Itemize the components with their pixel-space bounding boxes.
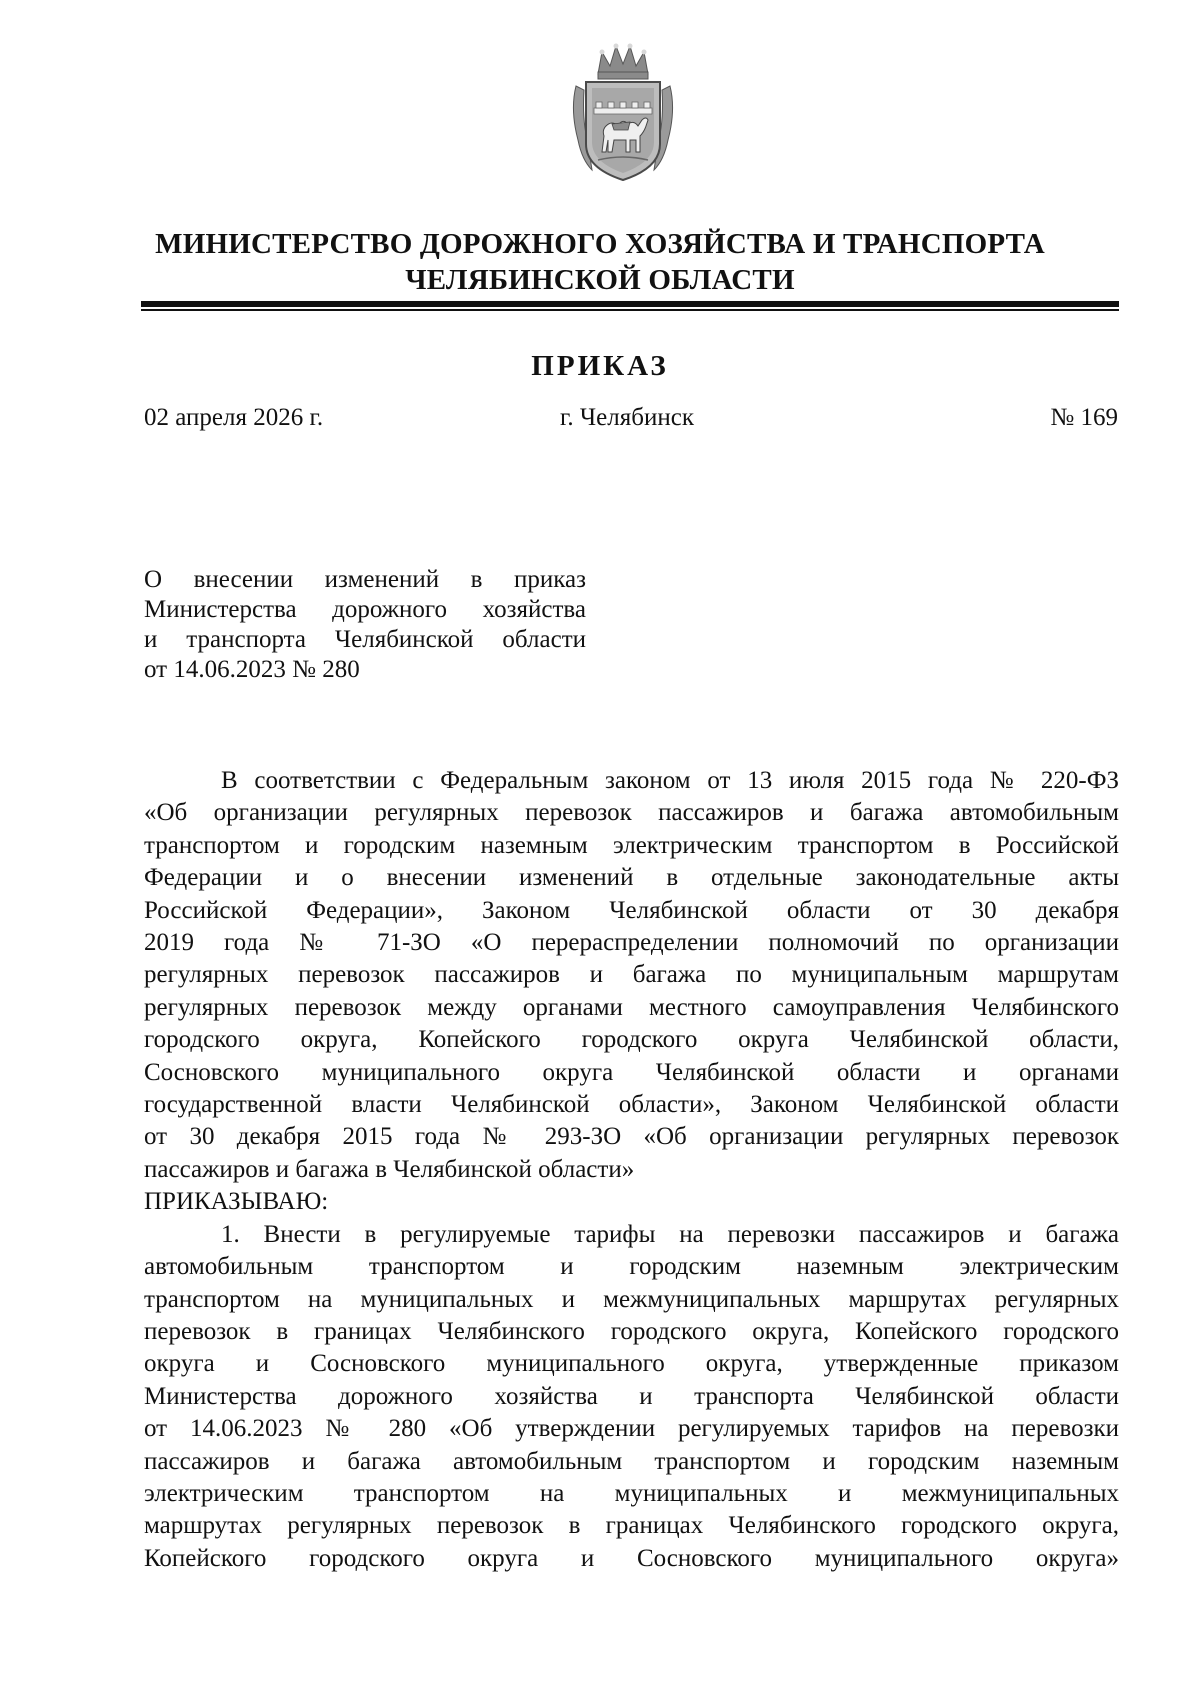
subject-line: от 14.06.2023 № 280 [144, 656, 360, 683]
subject-line: Министерства дорожного хозяйства [144, 596, 586, 623]
body-line: маршрутах регулярных перевозок в границах Челябинского городского округа, [144, 1512, 1119, 1540]
body-line: от 30 декабря 2015 года № 293-ЗО «Об организации регулярных перевозок [144, 1123, 1119, 1151]
order-number: № 169 [1050, 404, 1118, 431]
order-body [144, 765, 1119, 1575]
body-line: Российской Федерации», Законом Челябинской области от 30 декабря [144, 896, 1119, 924]
body-line: 1. Внести в регулируемые тарифы на перевозки пассажиров и багажа [221, 1220, 1119, 1248]
header-divider-thick [141, 301, 1119, 307]
subject-line: О внесении изменений в приказ [144, 566, 586, 593]
body-line: Министерства дорожного хозяйства и транспорта Челябинской области [144, 1382, 1119, 1410]
body-line: электрическим транспортом на муниципальных и межмуниципальных [144, 1479, 1119, 1507]
body-line: В соответствии с Федеральным законом от 13 июля 2015 года № 220-ФЗ [221, 767, 1119, 794]
ministry-name-line-1: МИНИСТЕРСТВО ДОРОЖНОГО ХОЗЯЙСТВА И ТРАНСПОРТА [155, 228, 1045, 260]
body-line: городского округа, Копейского городского округа Челябинской области, [144, 1026, 1119, 1054]
body-line: Сосновского муниципального округа Челябинской области и органами [144, 1058, 1119, 1086]
body-line: округа и Сосновского муниципального округа, утвержденные приказом [144, 1350, 1119, 1378]
body-line: автомобильным транспортом и городским наземным электрическим [144, 1253, 1119, 1281]
body-line: Копейского городского округа и Сосновского муниципального округа» [144, 1544, 1119, 1572]
order-subject [144, 565, 586, 685]
ministry-name-line-2: ЧЕЛЯБИНСКОЙ ОБЛАСТИ [405, 264, 795, 296]
order-city: г. Челябинск [560, 404, 694, 431]
header-divider-thin [141, 309, 1119, 311]
chelyabinsk-coat-of-arms-icon [568, 40, 678, 186]
body-line: транспортом на муниципальных и межмуниципальных маршрутах регулярных [144, 1285, 1119, 1313]
body-line: «Об организации регулярных перевозок пассажиров и багажа автомобильным [144, 799, 1119, 827]
subject-line: и транспорта Челябинской области [144, 626, 586, 653]
body-line: 2019 года № 71-ЗО «О перераспределении полномочий по организации [144, 929, 1119, 957]
body-line: транспортом и городским наземным электрическим транспортом в Российской [144, 831, 1119, 859]
body-line: перевозок в границах Челябинского городского округа, Копейского городского [144, 1317, 1119, 1345]
body-line: от 14.06.2023 № 280 «Об утверждении регулируемых тарифов на перевозки [144, 1415, 1119, 1443]
body-line: государственной власти Челябинской области», Законом Челябинской области [144, 1091, 1119, 1119]
order-date: 02 апреля 2026 г. [144, 404, 324, 431]
body-line: пассажиров и багажа автомобильным транспортом и городским наземным [144, 1447, 1119, 1475]
body-line: пассажиров и багажа в Челябинской области» [144, 1155, 635, 1183]
body-line: регулярных перевозок между органами местного самоуправления Челябинского [144, 993, 1119, 1021]
body-line: регулярных перевозок пассажиров и багажа по муниципальным маршрутам [144, 961, 1119, 989]
document-type-title: ПРИКАЗ [531, 350, 669, 382]
order-directive: ПРИКАЗЫВАЮ: [144, 1188, 329, 1216]
body-line: Федерации и о внесении изменений в отдельные законодательные акты [144, 864, 1119, 892]
